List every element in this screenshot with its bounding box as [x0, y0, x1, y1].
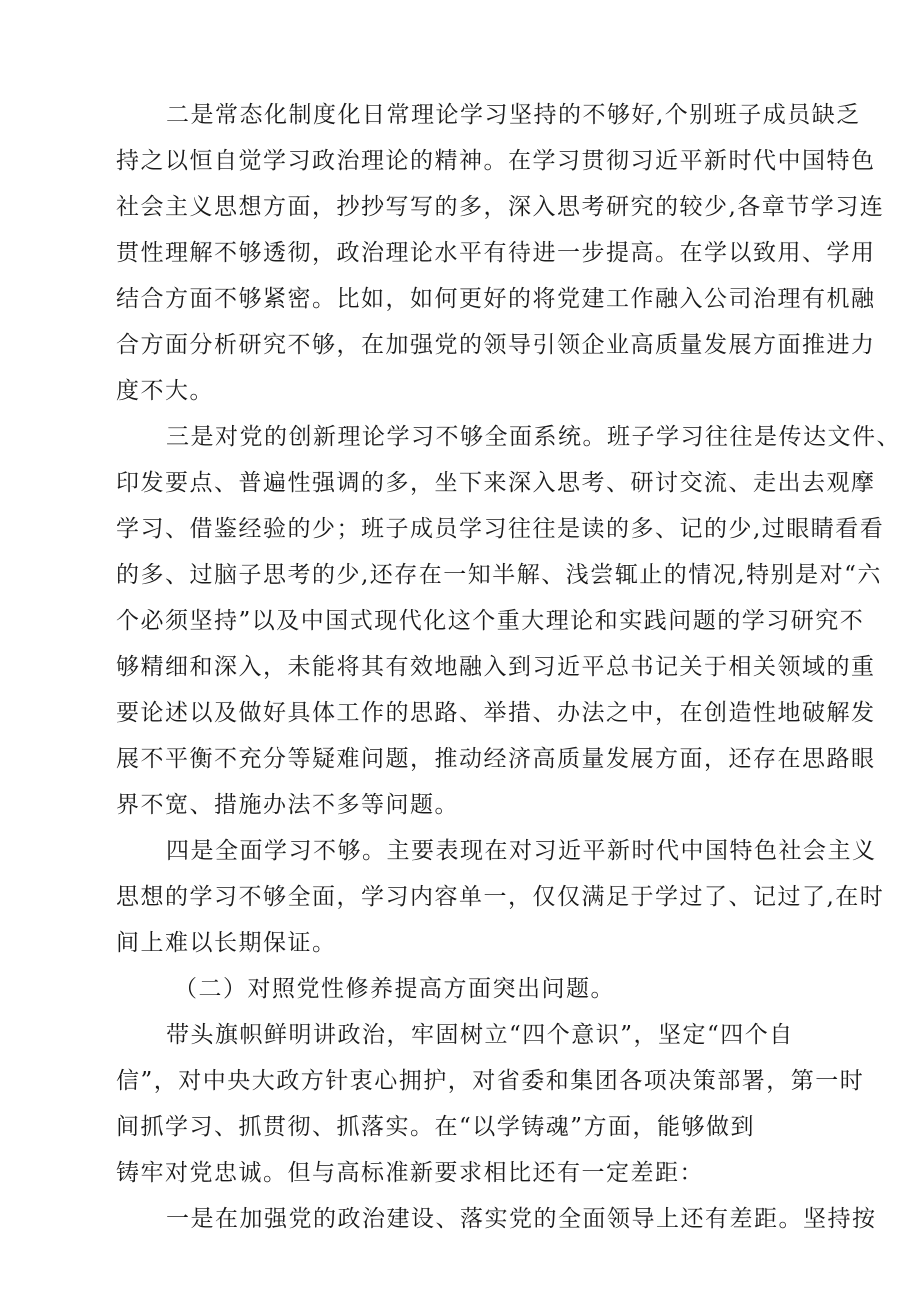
- text-line: 一是在加强党的政治建设、落实党的全面领导上还有差距。坚持按: [166, 1206, 877, 1232]
- text-line: 社会主义思想方面，抄抄写写的多，深入思考研究的较少,各章节学习连: [116, 194, 885, 220]
- text-line: 间抓学习、抓贯彻、抓落实。在“以学铸魂”方面，能够做到: [116, 1114, 756, 1140]
- text-line: 带头旗帜鲜明讲政治，牢固树立“四个意识”，坚定“四个自: [166, 1022, 794, 1048]
- text-line: 思想的学习不够全面，学习内容单一，仅仅满足于学过了、记过了,在时: [116, 884, 885, 910]
- text-line: 要论述以及做好具体工作的思路、举措、办法之中，在创造性地破解发: [116, 700, 876, 726]
- text-line: 铸牢对党忠诚。但与高标准新要求相比还有一定差距：: [116, 1160, 704, 1186]
- text-line: 度不大。: [116, 378, 214, 404]
- text-line: 信”，对中央大政方针衷心拥护，对省委和集团各项决策部署，第一时: [116, 1068, 865, 1094]
- text-line: 的多、过脑子思考的少,还存在一知半解、浅尝辄止的情况,特别是对“六: [116, 562, 882, 588]
- text-line: 四是全面学习不够。主要表现在对习近平新时代中国特色社会主义: [166, 838, 877, 864]
- text-line: 三是对党的创新理论学习不够全面系统。班子学习往往是传达文件、: [166, 424, 901, 450]
- text-line: 够精细和深入，未能将其有效地融入到习近平总书记关于相关领域的重: [116, 654, 876, 680]
- text-line: 间上难以长期保证。: [116, 930, 337, 956]
- text-line: 贯性理解不够透彻，政治理论水平有待进一步提高。在学以致用、学用: [116, 240, 876, 266]
- text-line: 展不平衡不充分等疑难问题，推动经济高质量发展方面，还存在思路眼: [116, 746, 876, 772]
- text-line: 个必须坚持”以及中国式现代化这个重大理论和实践问题的学习研究不: [116, 608, 865, 634]
- text-line: 界不宽、措施办法不多等问题。: [116, 792, 459, 818]
- text-line: 结合方面不够紧密。比如，如何更好的将党建工作融入公司治理有机融: [116, 286, 876, 312]
- text-line: 印发要点、普遍性强调的多，坐下来深入思考、研讨交流、走出去观摩: [116, 470, 876, 496]
- text-line: 学习、借鉴经验的少；班子成员学习往往是读的多、记的少,过眼睛看看: [116, 516, 885, 542]
- text-line: 二是常态化制度化日常理论学习坚持的不够好,个别班子成员缺乏: [166, 102, 861, 128]
- section-heading: （二）对照党性修养提高方面突出问题。: [174, 976, 615, 1002]
- text-line: 合方面分析研究不够，在加强党的领导引领企业高质量发展方面推进力: [116, 332, 876, 358]
- text-line: 持之以恒自觉学习政治理论的精神。在学习贯彻习近平新时代中国特色: [116, 148, 876, 174]
